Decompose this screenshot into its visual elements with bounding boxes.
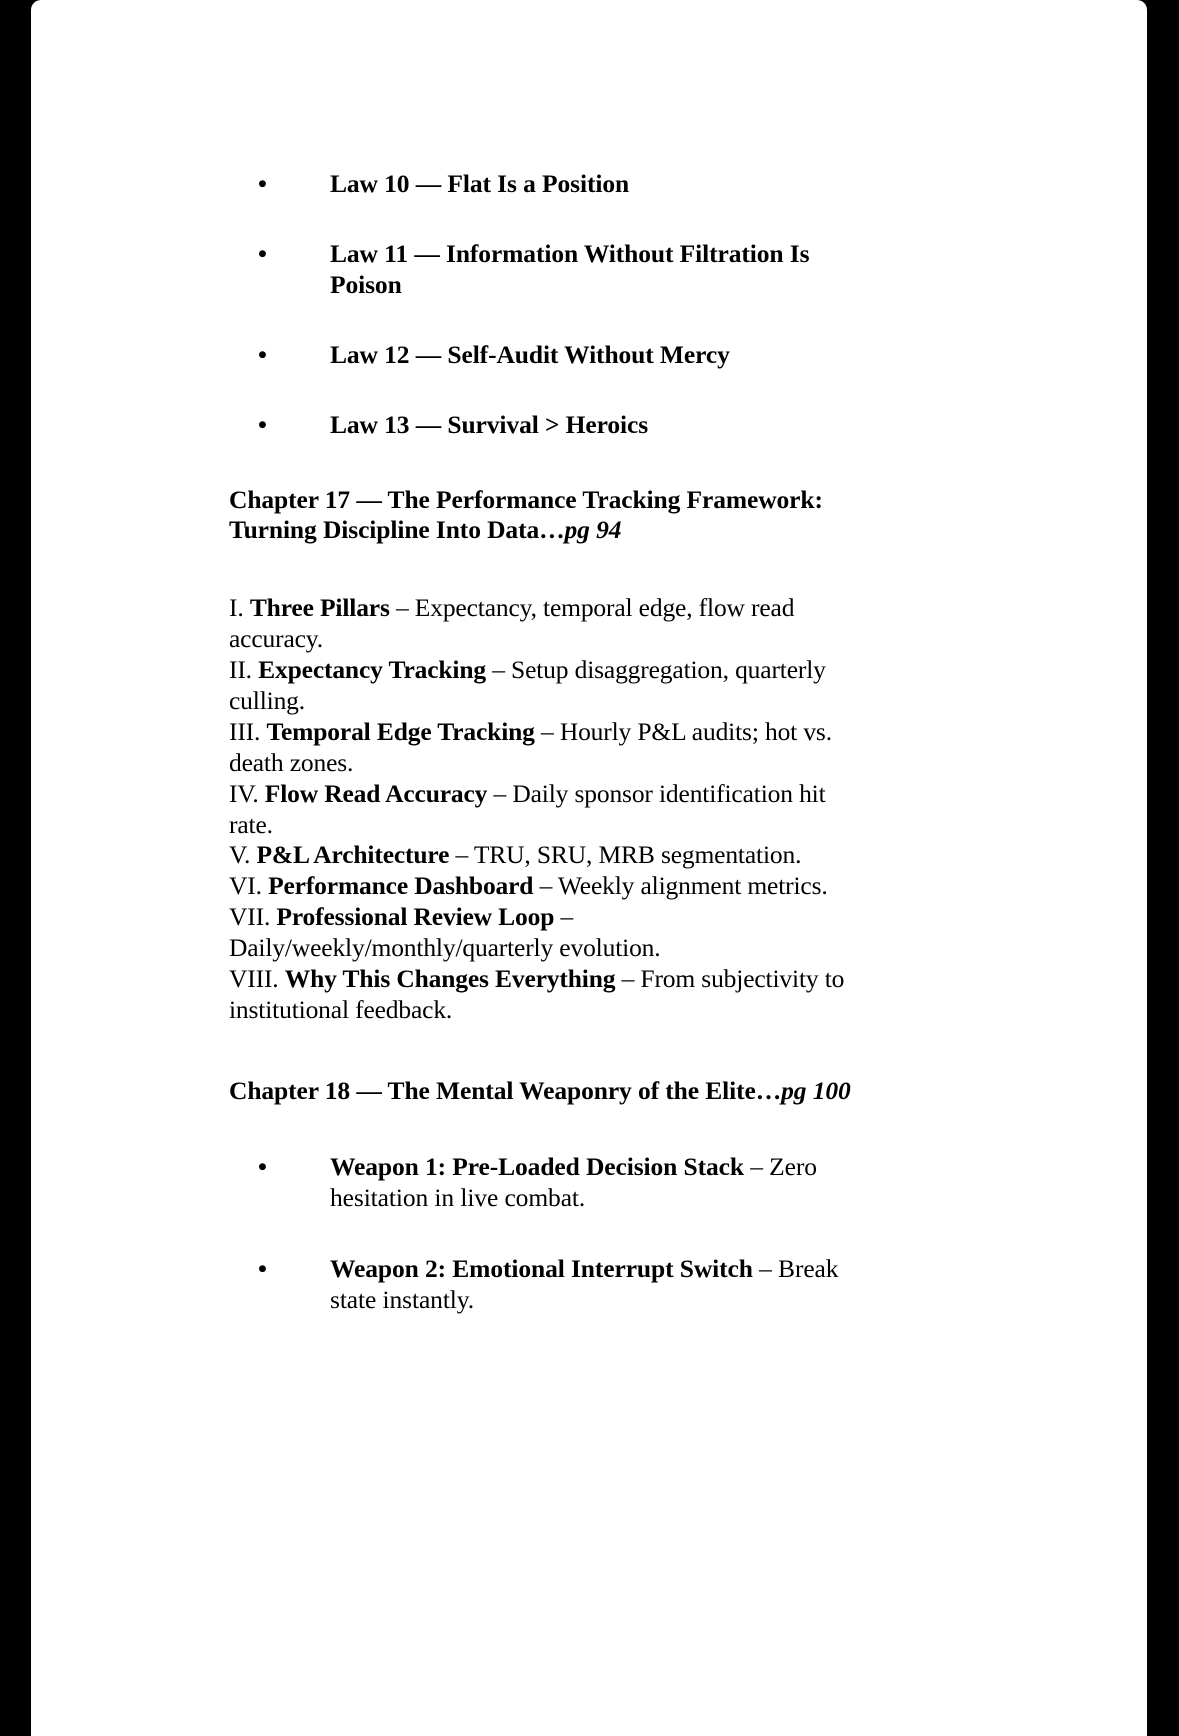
outline-description: – Hourly P&L audits; hot vs. death zones. (229, 716, 832, 777)
list-item (229, 655, 869, 717)
outline-term: Three Pillars (249, 592, 390, 622)
list-item (229, 902, 869, 964)
outline-numeral: III. (229, 716, 261, 746)
law-bullet-text: Law 11 — Information Without Filtration Is Poison (330, 239, 810, 300)
letterbox-bar-left (0, 0, 31, 1736)
letterbox-bar-right (1147, 0, 1179, 1736)
outline-description: – Daily/weekly/monthly/quarterly evolution. (229, 902, 661, 963)
list-item (229, 409, 869, 440)
document-content-column (229, 168, 869, 1315)
outline-description: – Daily sponsor identification hit rate. (229, 778, 826, 839)
outline-term: P&L Architecture (256, 840, 450, 870)
chapter-18-weapon-list (229, 1151, 869, 1315)
document-page (31, 0, 1147, 1736)
outline-term: Temporal Edge Tracking (266, 716, 535, 746)
list-item (229, 1151, 869, 1213)
law-bullet-text: Law 13 — Survival > Heroics (330, 410, 649, 440)
outline-numeral: VIII. (229, 964, 279, 994)
list-item (229, 238, 869, 300)
outline-numeral: I. (229, 592, 244, 622)
chapter-17-title: Chapter 17 — The Performance Tracking Framework: Turning Discipline Into Data… (229, 484, 823, 545)
list-item (229, 339, 869, 370)
bullet-icon: • (258, 410, 267, 440)
chapter-17-outline-list (229, 593, 869, 1027)
outline-numeral: VI. (229, 871, 262, 901)
weapon-term: Weapon 1: Pre-Loaded Decision Stack (330, 1151, 744, 1181)
outline-term: Professional Review Loop (276, 902, 555, 932)
list-item (229, 964, 869, 1026)
bullet-icon: • (258, 169, 267, 198)
weapon-term: Weapon 2: Emotional Interrupt Switch (330, 1254, 753, 1284)
outline-description: – Weekly alignment metrics. (533, 871, 828, 901)
outline-description: – Setup disaggregation, quarterly culling. (229, 654, 826, 715)
outline-numeral: II. (229, 654, 252, 684)
chapter-18-heading (229, 1076, 869, 1107)
law-bullet-text: Law 10 — Flat Is a Position (330, 169, 630, 198)
list-item (229, 840, 869, 871)
list-item (229, 1253, 869, 1315)
law-bullet-list (229, 168, 869, 441)
list-item (229, 717, 869, 779)
outline-term: Why This Changes Everything (284, 964, 616, 994)
weapon-description: – Break state instantly. (330, 1254, 839, 1315)
outline-description: – TRU, SRU, MRB segmentation. (449, 840, 802, 870)
outline-term: Flow Read Accuracy (264, 778, 488, 808)
bullet-icon: • (258, 1254, 267, 1284)
bullet-icon: • (258, 239, 267, 269)
bullet-icon: • (258, 1151, 267, 1181)
bullet-icon: • (258, 340, 267, 370)
list-item (229, 168, 869, 199)
chapter-17-heading (229, 485, 869, 546)
chapter-17-page-ref: pg 94 (564, 515, 622, 545)
outline-term: Performance Dashboard (268, 871, 534, 901)
outline-term: Expectancy Tracking (258, 654, 486, 684)
list-item (229, 871, 869, 902)
outline-description: – From subjectivity to institutional feedback. (229, 964, 845, 1025)
chapter-18-page-ref: pg 100 (781, 1076, 851, 1106)
outline-numeral: IV. (229, 778, 259, 808)
weapon-description: – Zero hesitation in live combat. (330, 1151, 817, 1212)
chapter-18-title: Chapter 18 — The Mental Weaponry of the Elite… (229, 1076, 782, 1106)
list-item (229, 779, 869, 841)
list-item (229, 593, 869, 655)
outline-numeral: V. (229, 840, 251, 870)
outline-numeral: VII. (229, 902, 271, 932)
law-bullet-text: Law 12 — Self-Audit Without Mercy (330, 340, 730, 370)
outline-description: – Expectancy, temporal edge, flow read accuracy. (229, 592, 795, 653)
